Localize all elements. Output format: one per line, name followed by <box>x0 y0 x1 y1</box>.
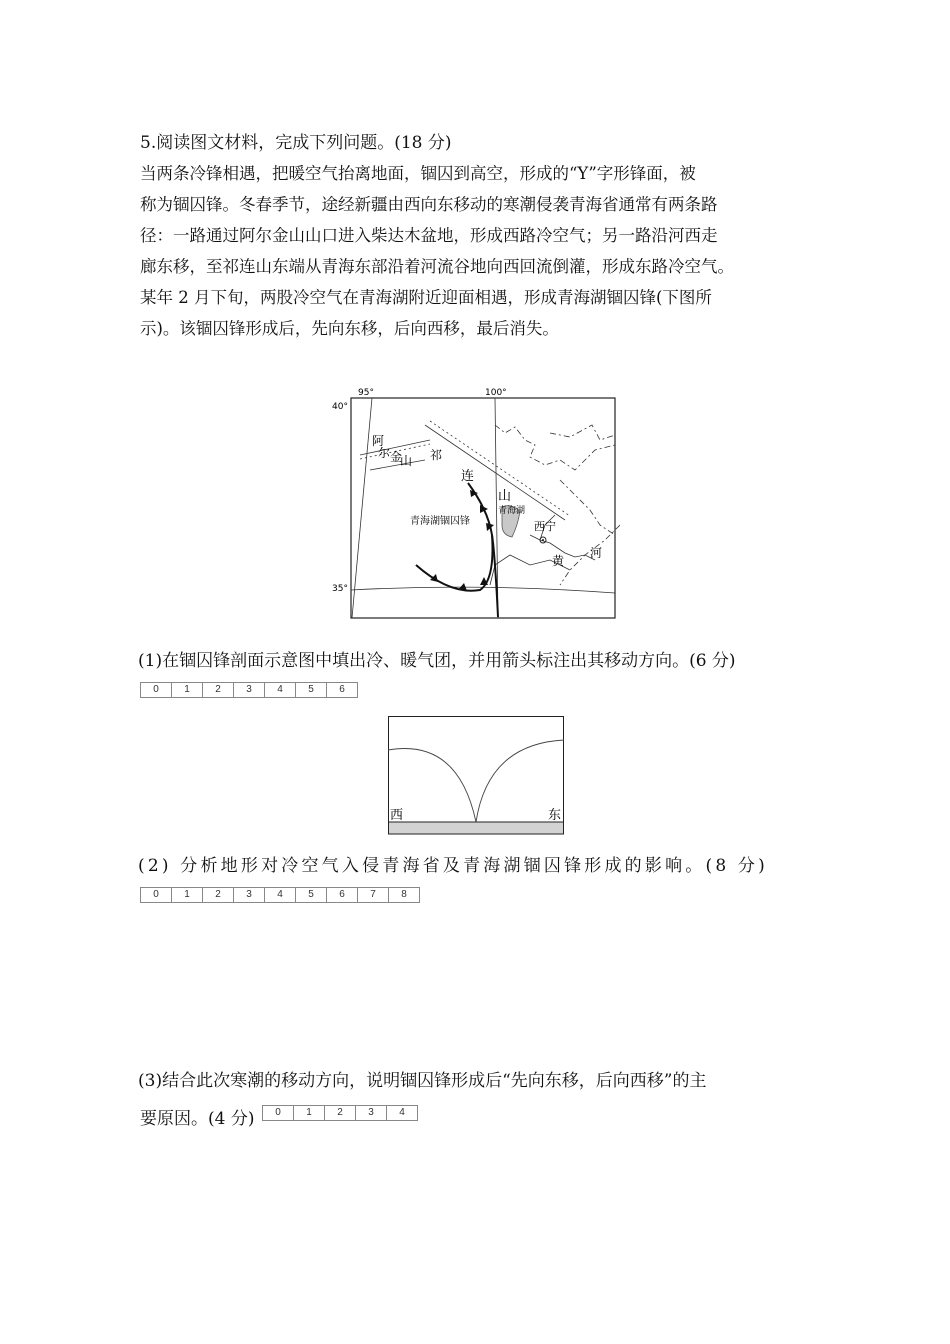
score-cell[interactable]: 3 <box>234 683 265 697</box>
material-line: 当两条冷锋相遇，把暖空气抬离地面，锢囚到高空，形成的“Y”字形锋面，被 <box>140 164 696 183</box>
lat-label-40: 40° <box>332 402 348 412</box>
meridian-95 <box>352 398 372 618</box>
ground-strip <box>389 822 564 834</box>
altun-label: 山 <box>400 454 413 468</box>
score-cell[interactable]: 2 <box>325 1106 356 1120</box>
score-cell[interactable]: 2 <box>203 683 234 697</box>
material-paragraph <box>140 158 820 344</box>
section-frame <box>389 717 564 823</box>
score-cell[interactable]: 4 <box>265 888 296 902</box>
occluded-front-cross-section[interactable] <box>388 716 564 836</box>
altun-label: 阿 <box>372 434 385 448</box>
material-line: 径：一路通过阿尔金山山口进入柴达木盆地，形成西路冷空气；另一路沿河西走 <box>140 226 718 245</box>
material-line: 示)。该锢囚锋形成后，先向东移，后向西移，最后消失。 <box>140 319 559 338</box>
score-box-1[interactable] <box>140 682 358 698</box>
score-cell[interactable]: 5 <box>296 888 327 902</box>
score-cell[interactable]: 0 <box>263 1106 294 1120</box>
material-line: 某年 2 月下旬，两股冷空气在青海湖附近迎面相遇，形成青海湖锢囚锋(下图所 <box>140 288 712 307</box>
qilian-label: 连 <box>461 469 475 484</box>
province-border <box>550 425 615 440</box>
he-label: 河 <box>590 546 603 560</box>
qilian-label: 山 <box>498 489 512 504</box>
qilian-label: 祁 <box>430 448 443 462</box>
score-cell[interactable]: 1 <box>172 683 203 697</box>
subquestion-3-text-cont: 要原因。(4 分) <box>140 1109 255 1129</box>
subquestion-1-text: (1)在锢囚锋剖面示意图中填出冷、暖气团，并用箭头标注出其移动方向。(6 分) <box>138 651 736 671</box>
score-cell[interactable]: 0 <box>141 888 172 902</box>
xining-marker <box>542 539 544 541</box>
score-box-2[interactable] <box>140 887 420 903</box>
material-line: 称为锢囚锋。冬春季节，途经新疆由西向东移动的寒潮侵袭青海省通常有两条路 <box>140 195 718 214</box>
front-label: 青海湖锢囚锋 <box>410 516 470 527</box>
subquestion-2-text: (2) 分析地形对冷空气入侵青海省及青海湖锢囚锋形成的影响。(8 分) <box>138 856 768 876</box>
altun-label: 金 <box>390 450 403 464</box>
score-cell[interactable]: 8 <box>401 889 407 900</box>
score-cell[interactable]: 6 <box>327 888 358 902</box>
xining-label: 西宁 <box>534 520 556 533</box>
score-cell[interactable]: 1 <box>294 1106 325 1120</box>
qinghai-map <box>330 385 620 625</box>
score-cell[interactable]: 2 <box>203 888 234 902</box>
material-line: 廊东移，至祁连山东端从青海东部沿着河流谷地向西回流倒灌，形成东路冷空气。 <box>140 257 734 276</box>
province-border <box>495 425 615 470</box>
lon-label-95: 95° <box>358 388 374 398</box>
lon-label-100: 100° <box>485 388 507 398</box>
score-cell[interactable]: 0 <box>141 683 172 697</box>
lat-label-35: 35° <box>332 584 348 594</box>
front-triangles <box>430 490 494 591</box>
score-cell[interactable]: 4 <box>265 683 296 697</box>
score-cell[interactable]: 7 <box>358 888 389 902</box>
cold-front-line <box>416 535 493 591</box>
east-label: 东 <box>548 808 562 823</box>
score-cell[interactable]: 1 <box>172 888 203 902</box>
score-cell[interactable]: 3 <box>356 1106 387 1120</box>
score-cell[interactable]: 3 <box>234 888 265 902</box>
west-label: 西 <box>390 808 404 823</box>
score-cell[interactable]: 6 <box>339 684 345 695</box>
lake-label: 青海湖 <box>498 506 526 516</box>
subquestion-3-text: (3)结合此次寒潮的移动方向，说明锢囚锋形成后“先向东移，后向西移”的主 <box>138 1071 707 1091</box>
occluded-front-line <box>468 483 498 617</box>
altun-label: 尔 <box>378 446 391 460</box>
question-title: 5.阅读图文材料，完成下列问题。(18 分) <box>140 133 452 153</box>
score-cell[interactable]: 4 <box>399 1107 405 1118</box>
province-border <box>560 480 615 535</box>
score-box-3[interactable] <box>262 1105 418 1121</box>
huang-label: 黄 <box>552 554 565 568</box>
score-cell[interactable]: 5 <box>296 683 327 697</box>
